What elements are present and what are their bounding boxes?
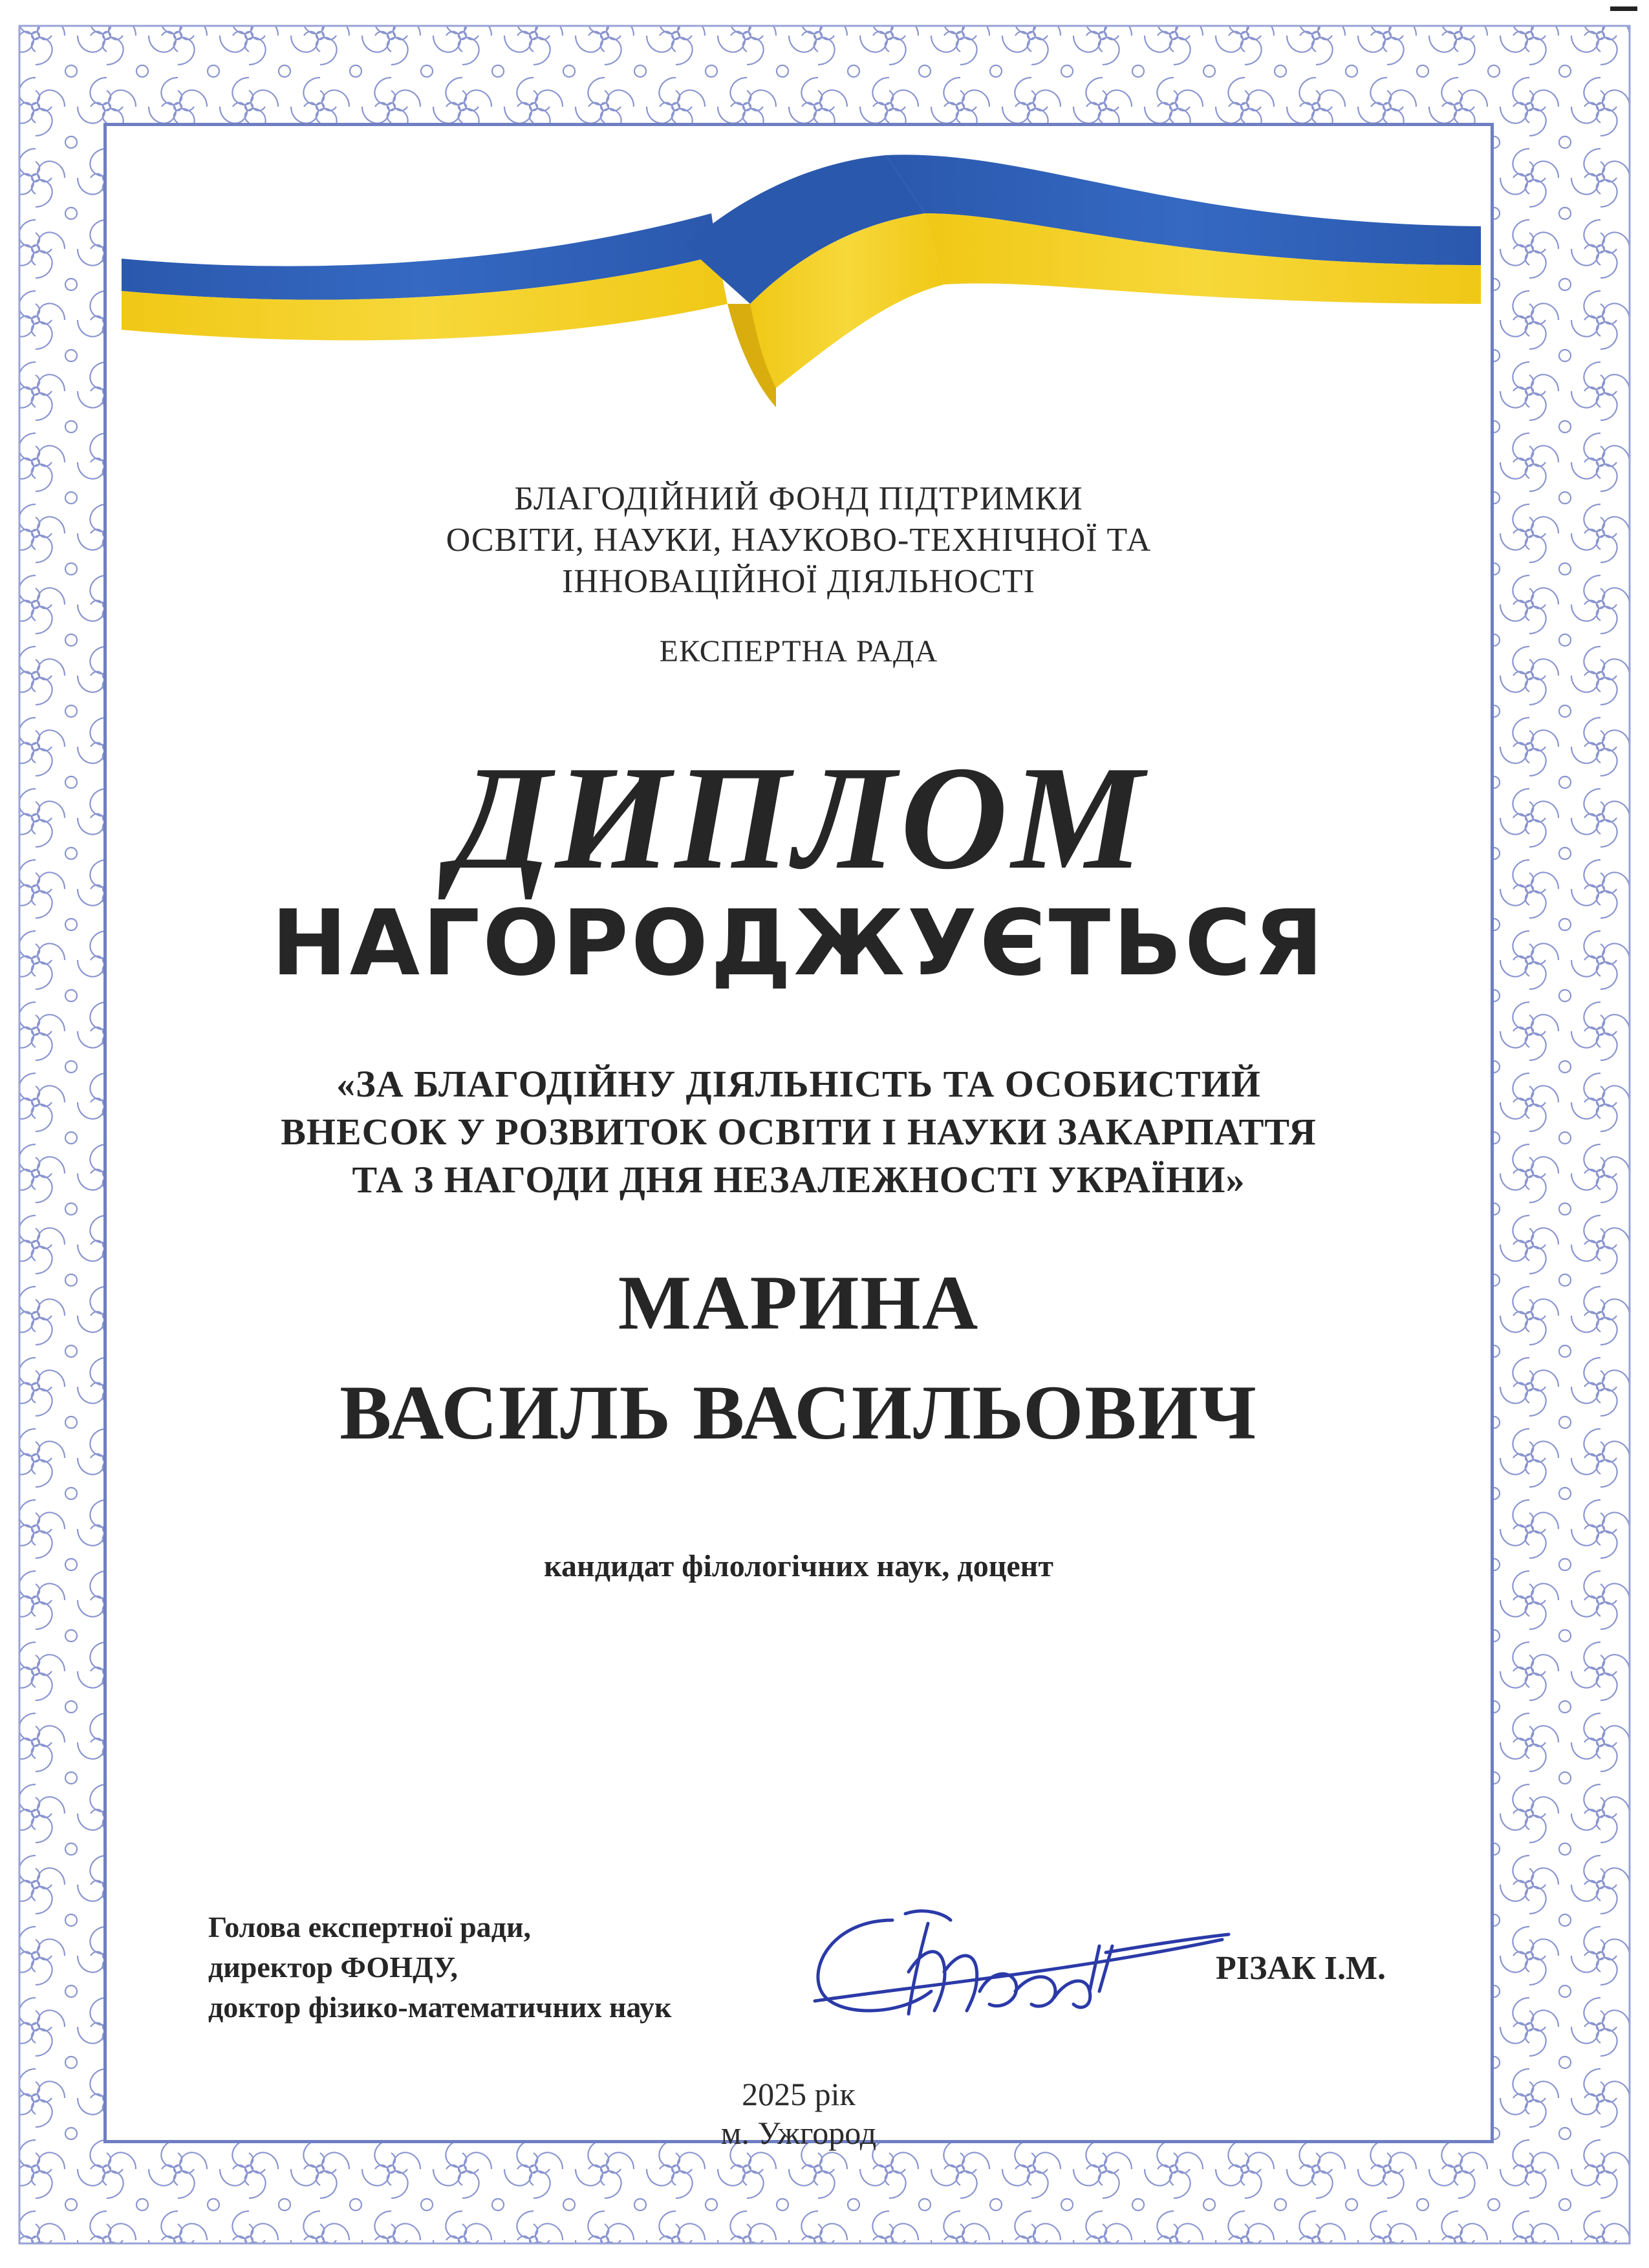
organization-line-1: БЛАГОДІЙНИЙ ФОНД ПІДТРИМКИ: [514, 480, 1083, 517]
organization-line-2: ОСВІТИ, НАУКИ, НАУКОВО-ТЕХНІЧНОЇ ТА: [446, 522, 1152, 559]
awarded-heading: НАГОРОДЖУЄТЬСЯ: [271, 891, 1326, 996]
signatory-role-line-2: директор ФОНДУ,: [208, 1951, 458, 1984]
award-reason: [103, 1060, 1494, 1204]
recipient-degree: кандидат філологічних наук, доцент: [544, 1549, 1053, 1583]
issue-year: 2025 рік: [742, 2076, 856, 2112]
recipient-surname: МАРИНА: [618, 1259, 980, 1345]
recipient-given-names: ВАСИЛЬ ВАСИЛЬОВИЧ: [339, 1369, 1258, 1455]
reason-line-3: ТА З НАГОДИ ДНЯ НЕЗАЛЕЖНОСТІ УКРАЇНИ»: [352, 1159, 1245, 1201]
council-name: ЕКСПЕРТНА РАДА: [659, 634, 938, 669]
reason-line-2: ВНЕСОК У РОЗВИТОК ОСВІТИ І НАУКИ ЗАКАРПАТТЯ: [281, 1111, 1317, 1153]
signatory-name: РІЗАК І.М.: [1216, 1950, 1386, 1987]
flag-ribbon: [0, 0, 1649, 453]
scan-artifact: [1610, 6, 1637, 11]
handwritten-signature: [795, 1894, 1248, 2043]
signatory-role: [208, 1907, 672, 2027]
diploma-title: ДИПЛОМ: [449, 735, 1148, 900]
signatory-role-line-3: доктор фізико-математичних наук: [208, 1991, 672, 2024]
signatory-role-line-1: Голова експертної ради,: [208, 1910, 531, 1943]
organization-line-3: ІННОВАЦІЙНОЇ ДІЯЛЬНОСТІ: [562, 563, 1035, 600]
reason-line-1: «ЗА БЛАГОДІЙНУ ДІЯЛЬНІСТЬ ТА ОСОБИСТИЙ: [336, 1063, 1261, 1105]
organization-name: [103, 478, 1494, 603]
issue-city: м. Ужгород: [720, 2115, 877, 2151]
